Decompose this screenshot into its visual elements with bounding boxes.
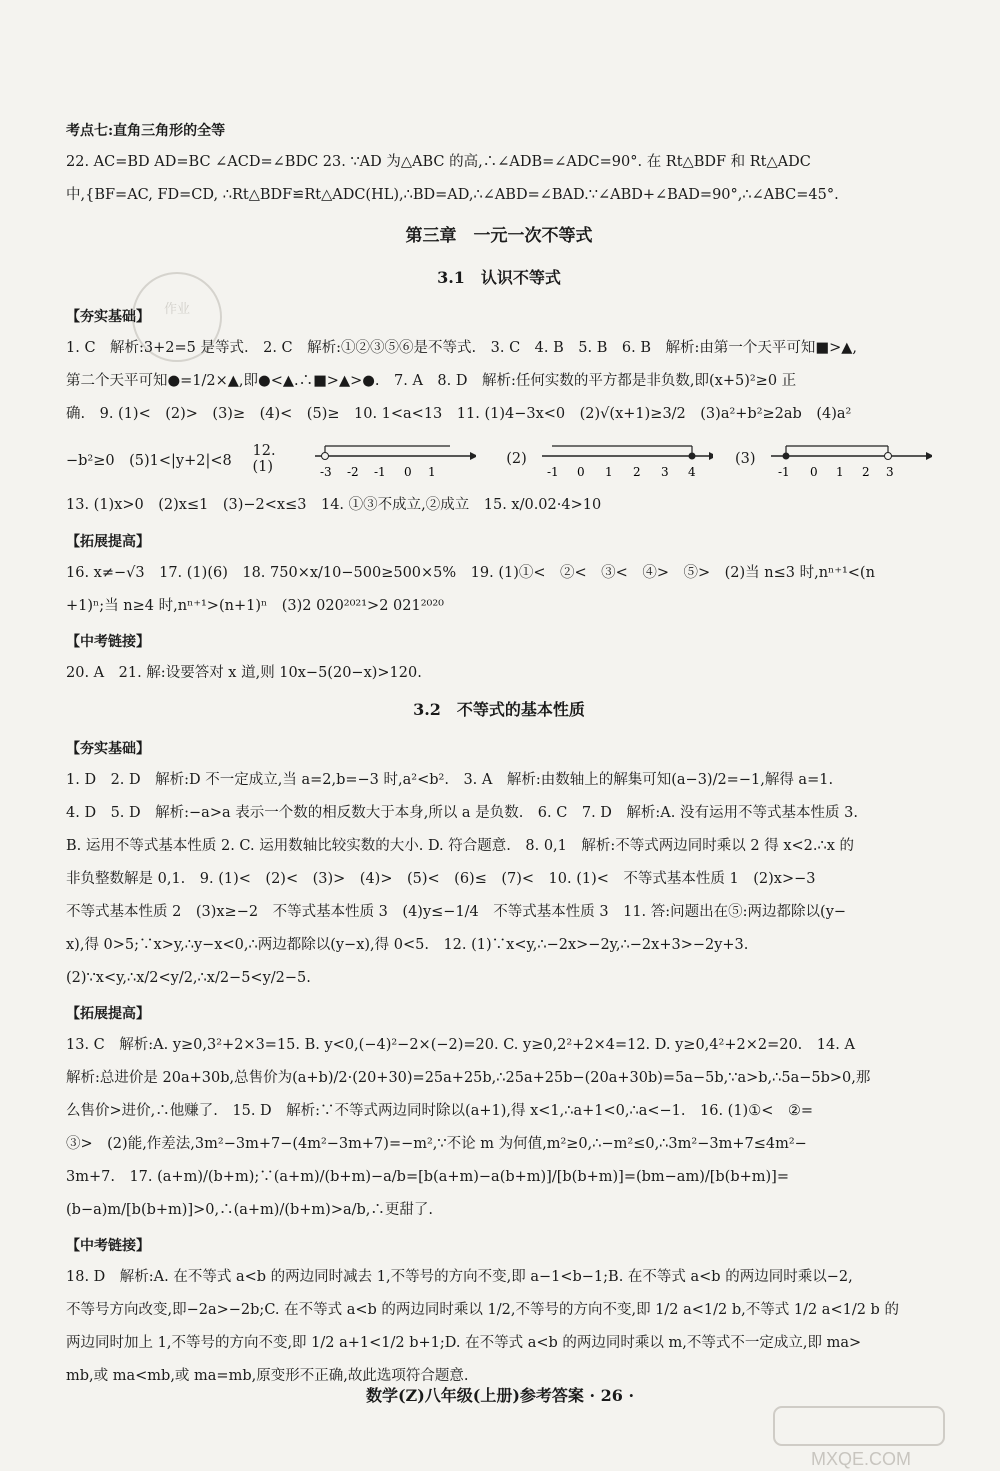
subsection-label: 【中考链接】 [66,634,150,650]
subsection-label: 【中考链接】 [66,1238,150,1254]
answer-line: mb,或 ma<mb,或 ma=mb,原变形不正确,故此选项符合题意. [66,1368,469,1384]
tick-label: 3 [885,465,894,479]
subsection-label: 【夯实基础】 [66,741,150,757]
answer-line: 18. D 解析:A. 在不等式 a<b 的两边同时减去 1,不等号的方向不变,即 a−1<b−1;B. 在不等式 a<b 的两边同时乘以−2, [66,1269,853,1285]
number-line-label: 12. (1) [252,443,276,475]
answer-line: B. 运用不等式基本性质 2. C. 运用数轴比较实数的大小. D. 符合题意. 8. 0,1 解析:不等式两边同时乘以 2 得 x<2.∴x 的 [66,838,854,854]
tick-label: 0 [809,465,818,479]
tick-label: 0 [403,465,412,479]
answer-line: 两边同时加上 1,不等号的方向不变,即 1/2 a+1<1/2 b+1;D. 在不等式 a<b 的两边同时乘以 m,不等式不一定成立,即 ma> [66,1335,862,1351]
answer-line: ③> (2)能,作差法,3m²−3m+7−(4m²−3m+7)=−m²,∵不论 m 为何值,m²≥0,∴−m²≤0,∴3m²−3m+7≤4m²− [66,1136,807,1152]
answer-line: 1. C 解析:3+2=5 是等式. 2. C 解析:①②③⑤⑥是不等式. 3. C 4. B 5. B 6. B 解析:由第一个天平可知■>▲, [66,340,857,356]
subsection-label: 【拓展提高】 [66,1006,150,1022]
tick-label: 4 [687,465,696,479]
watermark-logo [766,1405,956,1471]
tick-label: 1 [427,465,436,479]
tick-labels [320,465,436,479]
answer-fragment: −b²≥0 (5)1<|y+2|<8 [66,452,247,469]
answer-line: 确. 9. (1)< (2)> (3)≥ (4)< (5)≥ 10. 1<a<13 11. (1)4−3x<0 (2)√(x+1)≥3/2 (3)a²+b²≥2ab (4)a² [66,406,852,422]
tick-label: -1 [777,465,790,479]
subsection-label: 【拓展提高】 [66,534,150,550]
number-line-2 [537,434,713,484]
page-footer: 数学(Z)八年级(上册)参考答案 · 26 · [365,1386,635,1405]
tick-label: 1 [835,465,844,479]
tick-label: 0 [576,465,585,479]
answer-line: 不等式基本性质 2 (3)x≥−2 不等式基本性质 3 (4)y≤−1/4 不等式基本性质 3 11. 答:问题出在⑤:两边都除以(y− [66,904,847,920]
tick-label: 2 [632,465,641,479]
tick-label: 1 [604,465,613,479]
answer-line: x),得 0>5;∵x>y,∴y−x<0,∴两边都除以(y−x),得 0<5. 12. (1)∵x<y,∴−2x>−2y,∴−2x+3>−2y+3. [66,937,749,953]
number-line-row [66,431,932,487]
tick-label: -1 [373,465,386,479]
answer-line: 非负整数解是 0,1. 9. (1)< (2)< (3)> (4)> (5)< (6)≤ (7)< 10. (1)< 不等式基本性质 1 (2)x>−3 [66,871,816,887]
answer-line: 20. A 21. 解:设要答对 x 道,则 10x−5(20−x)>120. [66,665,422,681]
answer-line: +1)ⁿ;当 n≥4 时,nⁿ⁺¹>(n+1)ⁿ (3)2 020²⁰²¹>2 021²⁰²⁰ [66,598,444,614]
answer-line: (2)∵x<y,∴x/2<y/2,∴x/2−5<y/2−5. [66,970,311,986]
section-title: 3.2 不等式的基本性质 [413,700,585,719]
answer-line: 第二个天平可知●=1/2×▲,即●<▲.∴■>▲>●. 7. A 8. D 解析:任何实数的平方都是非负数,即(x+5)²≥0 正 [66,373,797,389]
tick-label: -1 [546,465,559,479]
answer-line: 4. D 5. D 解析:−a>a 表示一个数的相反数大于本身,所以 a 是负数. 6. C 7. D 解析:A. 没有运用不等式基本性质 3. [66,805,858,821]
answer-line: 1. D 2. D 解析:D 不一定成立,当 a=2,b=−3 时,a²<b². 3. A 解析:由数轴上的解集可知(a−3)/2=−1,解得 a=1. [66,772,834,788]
answer-line: 中,{BF=AC, FD=CD, ∴Rt△BDF≌Rt△ADC(HL),∴BD=AD,∴∠ABD=∠BAD.∵∠ABD+∠BAD=90°,∴∠ABC=45°. [66,187,839,203]
section-title: 3.1 认识不等式 [437,268,561,287]
tick-label: -3 [319,465,332,479]
answer-page [66,112,932,1393]
answer-line: 13. (1)x>0 (2)x≤1 (3)−2<x≤3 14. ①③不成立,②成立 15. x/0.02·4>10 [66,497,602,513]
number-line-1 [310,434,476,484]
tick-label: 2 [861,465,870,479]
kaodian-heading: 考点七:直角三角形的全等 [66,123,226,139]
answer-line: 么售价>进价,∴他赚了. 15. D 解析:∵不等式两边同时除以(a+1),得 x<1,∴a+1<0,∴a<−1. 16. (1)①< ②= [66,1103,813,1119]
number-line-label: (3) [734,451,756,467]
tick-label: 3 [660,465,669,479]
tick-label: -2 [346,465,359,479]
watermark-text: MXQE.COM [810,1449,912,1469]
number-line-3 [766,434,932,484]
number-line-label: (2) [506,451,527,467]
answer-line: 解析:总进价是 20a+30b,总售价为(a+b)/2·(20+30)=25a+25b,∴25a+25b−(20a+30b)=5a−5b,∵a>b,∴5a−5b>0,那 [66,1070,871,1086]
answer-line: 不等号方向改变,即−2a>−2b;C. 在不等式 a<b 的两边同时乘以 1/2,不等号的方向不变,即 1/2 a<1/2 b,不等式 1/2 a<1/2 b 的 [66,1302,899,1318]
answer-line: 22. AC=BD AD=BC ∠ACD=∠BDC 23. ∵AD 为△ABC 的高,∴∠ADB=∠ADC=90°. 在 Rt△BDF 和 Rt△ADC [66,154,811,170]
stamp-text: 作业 [163,302,190,317]
answer-line: 3m+7. 17. (a+m)/(b+m);∵(a+m)/(b+m)−a/b=[b(a+m)−a(b+m)]/[b(b+m)]=(bm−am)/[b(b+m)]=(b−a)m/[b(b+m)]>0,∴(a+m)/(b+m)>a/b,∴更甜了. [66,1169,789,1218]
answer-line: 13. C 解析:A. y≥0,3²+2×3=15. B. y<0,(−4)²−2×(−2)=20. C. y≥0,2²+2×4=12. D. y≥0,4²+2×2=20. 14. A [66,1037,855,1053]
subsection-label: 【夯实基础】 [66,309,150,325]
chapter-title: 第三章 一元一次不等式 [405,226,593,246]
answer-line: 16. x≠−√3 17. (1)(6) 18. 750×x/10−500≥500×5% 19. (1)①< ②< ③< ④> ⑤> (2)当 n≤3 时,nⁿ⁺¹<(n [66,565,875,581]
